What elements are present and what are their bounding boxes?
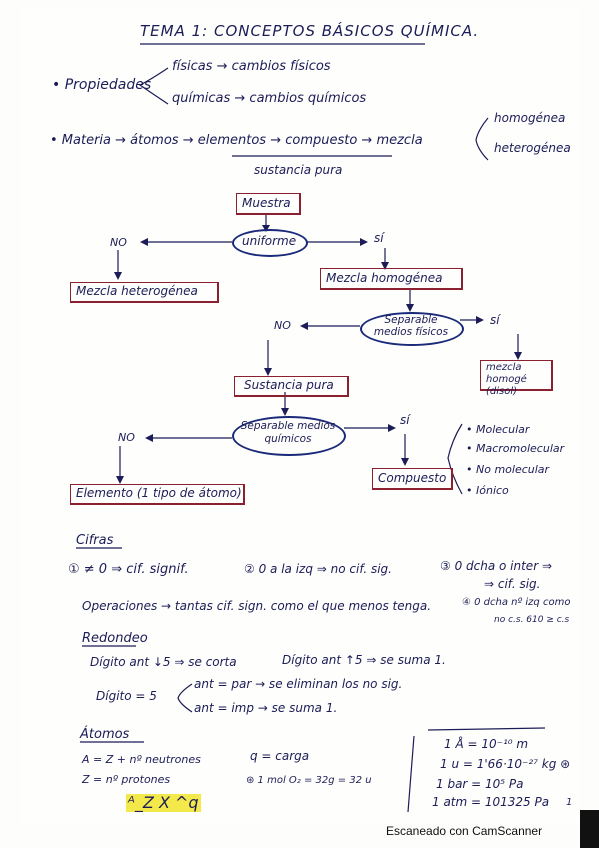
redondeo-line-2b: ant = par → se eliminan los no sig. <box>194 677 403 691</box>
no-label-1: NO <box>110 236 127 249</box>
atomos-heading: Átomos <box>80 727 130 742</box>
atomos-z: Z = nº protones <box>82 773 171 786</box>
mezcla-heterogenea-label: heterogénea <box>494 141 571 155</box>
separable-fisicos-label: Separable medios físicos <box>373 314 449 338</box>
mezcla-homoge-node: mezcla homogé (disol) <box>486 362 527 397</box>
cifras-rule-4a: ④ 0 dcha nº izq como <box>462 597 571 608</box>
propiedades-fisicas: físicas → cambios físicos <box>172 59 331 74</box>
atomos-mol: ⊛ 1 mol O₂ = 32g = 32 u <box>246 775 372 786</box>
nuclide-notation: ᴬ_Z X ^q <box>128 793 199 812</box>
page-number: 1 <box>566 797 573 808</box>
si-label-3: sí <box>400 413 410 427</box>
tipo-ionico: • Iónico <box>466 484 509 497</box>
atomos-q: q = carga <box>250 749 310 763</box>
atomos-a: A = Z + nº neutrones <box>82 753 201 766</box>
mezcla-homogenea-node: Mezcla homogénea <box>326 271 443 285</box>
unit-bar: 1 bar = 10⁵ Pa <box>436 777 524 791</box>
no-label-2: NO <box>274 319 291 332</box>
propiedades-quimicas: químicas → cambios químicos <box>172 91 367 106</box>
elemento-node: Elemento (1 tipo de átomo) <box>76 486 242 500</box>
redondeo-heading: Redondeo <box>82 631 148 646</box>
cifras-rule-3a: ③ 0 dcha o inter ⇒ <box>440 559 552 573</box>
materia-chain: • Materia → átomos → elementos → compuesto → mezcla <box>50 133 423 148</box>
redondeo-line-2a: Dígito = 5 <box>96 689 157 703</box>
sustancia-pura-node: Sustancia pura <box>244 378 334 392</box>
compuesto-node: Compuesto <box>378 471 447 485</box>
tipo-molecular: • Molecular <box>466 423 530 436</box>
tipo-no-molecular: • No molecular <box>466 463 550 476</box>
unit-u: 1 u = 1'66·10⁻²⁷ kg ⊛ <box>440 757 571 771</box>
mezcla-homogenea-label: homogénea <box>494 111 566 125</box>
unit-angstrom: 1 Å = 10⁻¹⁰ m <box>444 737 529 751</box>
tipo-macromolecular: • Macromolecular <box>466 442 565 455</box>
cifras-heading: Cifras <box>76 533 114 548</box>
camscanner-footer: Escaneado con CamScanner <box>386 824 543 838</box>
cifras-rule-4b: no c.s. 610 ≥ c.s <box>494 615 570 625</box>
unit-atm: 1 atm = 101325 Pa <box>432 795 550 809</box>
uniforme-label: uniforme <box>242 234 297 248</box>
cifras-rule-1: ① ≠ 0 ⇒ cif. signif. <box>68 562 189 577</box>
cifras-rule-2: ② 0 a la izq ⇒ no cif. sig. <box>244 562 392 576</box>
si-label-1: sí <box>374 231 384 245</box>
sustancia-pura-note: sustancia pura <box>254 163 343 177</box>
separable-quimicos-label: Separable medios químicos <box>240 420 336 445</box>
redondeo-line-1b: Dígito ant ↑5 ⇒ se suma 1. <box>282 653 446 667</box>
redondeo-line-2c: ant = imp → se suma 1. <box>194 701 338 715</box>
scan-edge <box>580 810 599 848</box>
page-title: TEMA 1: CONCEPTOS BÁSICOS QUÍMICA. <box>140 22 480 40</box>
no-label-3: NO <box>118 431 135 444</box>
cifras-rule-3b: ⇒ cif. sig. <box>484 577 541 591</box>
propiedades-label: • Propiedades <box>52 77 152 93</box>
muestra-label: Muestra <box>242 196 291 210</box>
cifras-operaciones: Operaciones → tantas cif. sign. como el que menos tenga. <box>82 599 432 613</box>
mezcla-heterogenea-node: Mezcla heterogénea <box>76 284 198 298</box>
redondeo-line-1a: Dígito ant ↓5 ⇒ se corta <box>90 655 237 669</box>
si-label-2: sí <box>490 313 500 327</box>
